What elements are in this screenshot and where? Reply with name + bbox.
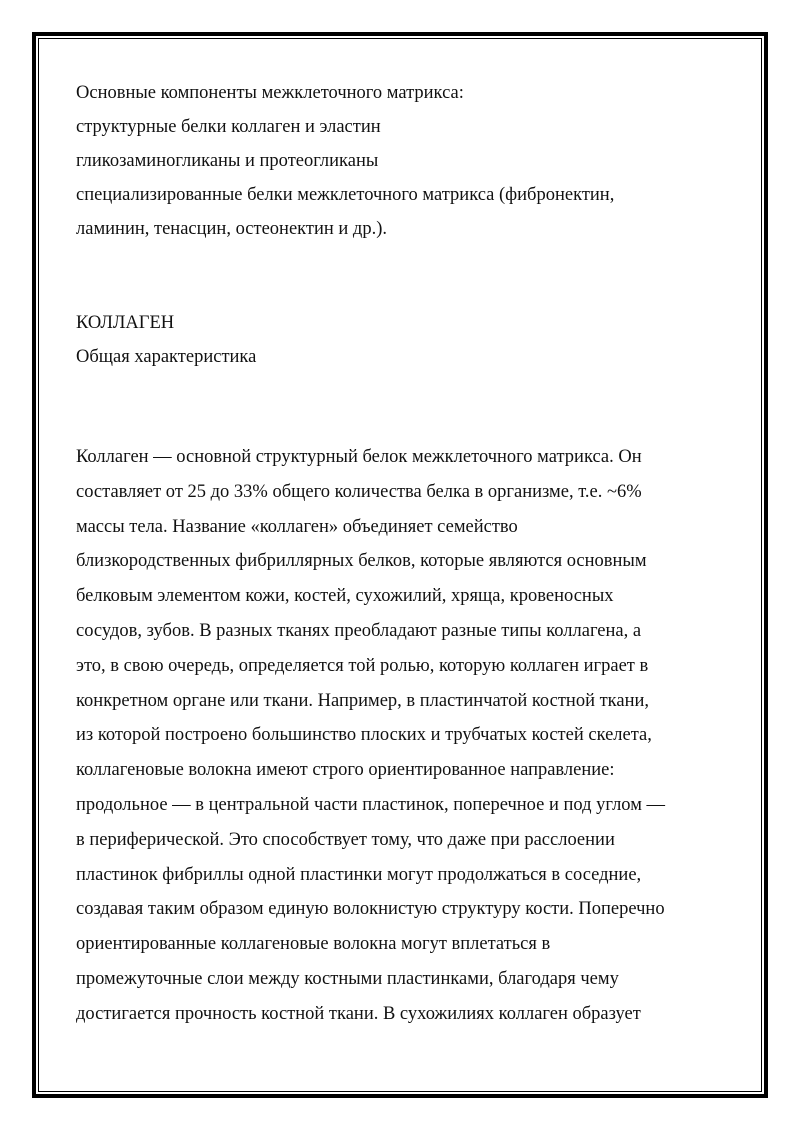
body-line: ориентированные коллагеновые волокна могут вплетаться в	[76, 934, 551, 955]
body-line: массы тела. Название «коллаген» объединяет семейство	[76, 516, 518, 537]
body-line: пластинок фибриллы одной пластинки могут продолжаться в соседние,	[76, 864, 642, 885]
intro-line: гликозаминогликаны и протеогликаны	[76, 151, 379, 171]
body-line: составляет от 25 до 33% общего количества белка в организме, т.е. ~6%	[76, 481, 642, 502]
body-line: продольное — в центральной части пластинок, поперечное и под углом —	[76, 794, 666, 815]
body-line: в периферической. Это способствует тому, что даже при расслоении	[76, 829, 615, 850]
intro-line: ламинин, тенасцин, остеонектин и др.).	[76, 219, 388, 239]
body-line: белковым элементом кожи, костей, сухожилий, хряща, кровеносных	[76, 586, 614, 607]
section-title: КОЛЛАГЕН	[76, 313, 175, 333]
body-line: создавая таким образом единую волокнистую структуру кости. Поперечно	[76, 899, 665, 920]
document-content	[76, 76, 736, 1032]
intro-line: Основные компоненты межклеточного матрикса:	[76, 83, 464, 103]
intro-line: специализированные белки межклеточного матрикса (фибронектин,	[76, 185, 615, 205]
body-paragraph	[76, 440, 736, 1032]
body-line: Коллаген — основной структурный белок межклеточного матрикса. Он	[76, 447, 642, 467]
spacer	[76, 374, 736, 440]
intro-line: структурные белки коллаген и эластин	[76, 117, 381, 137]
spacer	[76, 246, 736, 306]
body-line: близкородственных фибриллярных белков, которые являются основным	[76, 551, 647, 572]
section-subtitle: Общая характеристика	[76, 347, 257, 367]
body-line: из которой построено большинство плоских и трубчатых костей скелета,	[76, 725, 652, 746]
body-line: это, в свою очередь, определяется той ролью, которую коллаген играет в	[76, 655, 649, 676]
body-line: коллагеновые волокна имеют строго ориентированное направление:	[76, 760, 615, 781]
body-line: достигается прочность костной ткани. В сухожилиях коллаген образует	[76, 1003, 641, 1024]
body-line: промежуточные слои между костными пластинками, благодаря чему	[76, 968, 619, 989]
intro-list	[76, 76, 736, 246]
body-line: сосудов, зубов. В разных тканях преобладают разные типы коллагена, а	[76, 620, 642, 641]
body-line: конкретном органе или ткани. Например, в пластинчатой костной ткани,	[76, 690, 650, 711]
